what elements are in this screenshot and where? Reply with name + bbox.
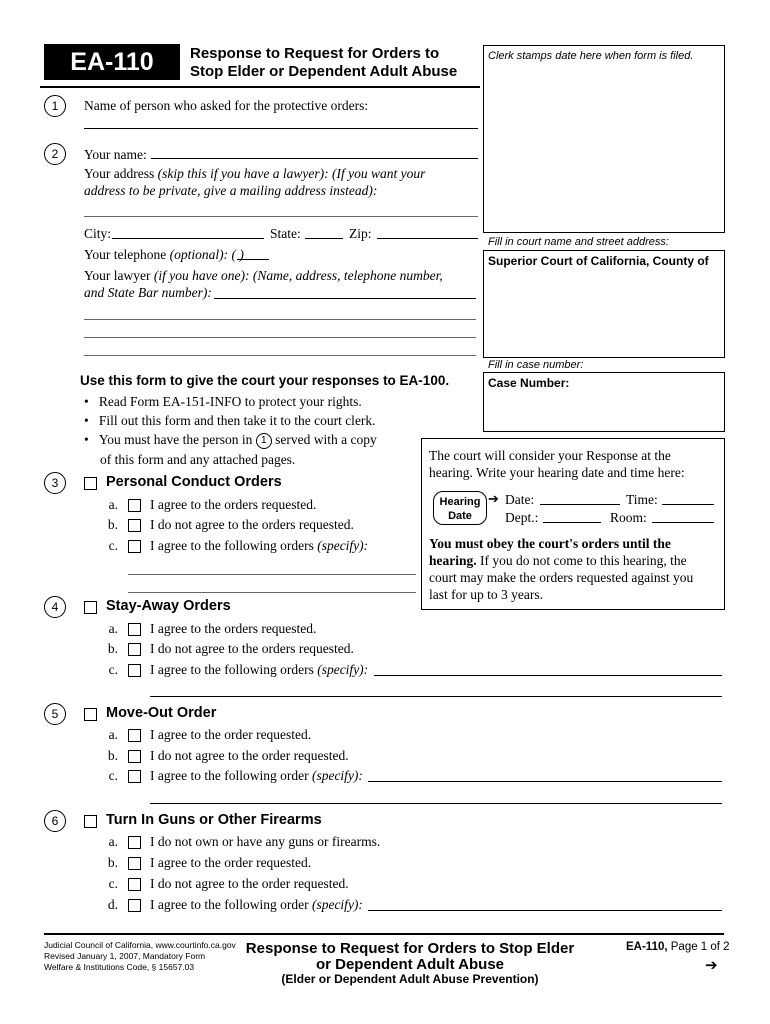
footer-title-2: or Dependent Adult Abuse: [315, 956, 505, 973]
telephone-text: Your telephone: [84, 247, 170, 262]
section-number-2: 2: [44, 143, 66, 165]
lawyer-text: Your lawyer: [84, 268, 154, 283]
instructions-bullet-3: • You must have the person in 1 served with a copy: [84, 432, 377, 447]
footer-form-id: EA-110,: [626, 941, 668, 953]
hearing-dept-field[interactable]: [543, 522, 601, 523]
hearing-warning-text: If you do not come to this hearing, the: [476, 553, 687, 568]
s4-specify-label: [150, 662, 368, 678]
your-address-hint: (skip this if you have a lawyer): (If you want your: [157, 166, 426, 181]
s3-specify-hint: (specify):: [317, 538, 369, 553]
petitioner-name-field[interactable]: [84, 128, 478, 129]
letter-b: b.: [107, 748, 118, 763]
hearing-dept-label: Dept.:: [505, 510, 539, 525]
stay-away-checkbox[interactable]: [84, 601, 97, 614]
bullet-3-text: You must have the person in: [98, 432, 253, 447]
section-number-1: 1: [44, 95, 66, 117]
letter-b: b.: [107, 641, 118, 656]
s6-specify-text: I agree to the following order: [150, 897, 312, 912]
s5-specify-label: [150, 768, 363, 784]
s4-specify-checkbox[interactable]: [128, 664, 141, 677]
footer-subtitle: (Elder or Dependent Adult Abuse Prevention): [281, 972, 539, 986]
hearing-intro-2: hearing. Write your hearing date and time here:: [429, 465, 685, 480]
state-field[interactable]: [305, 238, 343, 239]
badge-arrow-icon: ➔: [488, 491, 499, 506]
s4-disagree-label: I do not agree to the orders requested.: [150, 641, 354, 656]
petitioner-name-label: Name of person who asked for the protective orders:: [84, 98, 369, 113]
bullet-1-text: Read Form EA-151-INFO to protect your rights.: [98, 394, 362, 409]
move-out-checkbox[interactable]: [84, 708, 97, 721]
next-page-arrow-icon[interactable]: ➔: [705, 958, 718, 974]
s4-specify-text: I agree to the following orders: [150, 662, 318, 677]
section-number-4: 4: [44, 596, 66, 618]
s5-agree-checkbox[interactable]: [128, 729, 141, 742]
s6-disagree-label: I do not agree to the order requested.: [150, 876, 349, 891]
form-title-line2: Stop Elder or Dependent Adult Abuse: [190, 63, 458, 80]
hearing-date-field[interactable]: [540, 504, 620, 505]
lawyer-hint2: and State Bar number):: [84, 285, 212, 300]
hearing-warning-3: court may make the orders requested against you: [429, 570, 694, 585]
your-address-text: Your address: [84, 166, 158, 181]
lawyer-field-4[interactable]: [84, 355, 476, 356]
court-name-label: Superior Court of California, County of: [488, 254, 709, 268]
form-title-line1: Response to Request for Orders to: [190, 45, 440, 62]
your-name-label: Your name:: [84, 147, 147, 162]
footer-page: Page 1 of 2: [667, 941, 730, 953]
court-name-hint: Fill in court name and street address:: [488, 236, 669, 248]
stay-away-title: Stay-Away Orders: [106, 598, 231, 614]
footer-title-1: Response to Request for Orders to Stop Elder: [245, 940, 575, 957]
case-number-label: Case Number:: [488, 376, 570, 390]
hearing-room-field[interactable]: [652, 522, 714, 523]
hearing-warning-bold: hearing.: [429, 553, 477, 568]
lawyer-label: [84, 268, 443, 284]
s6-agree-label: I agree to the order requested.: [150, 855, 312, 870]
s6-specify-hint: (specify):: [311, 897, 363, 912]
s5-agree-label: I agree to the order requested.: [150, 727, 312, 742]
footer-page-info: [626, 941, 730, 953]
letter-a: a.: [108, 497, 118, 512]
s3-specify-text: I agree to the following orders: [150, 538, 318, 553]
s4-agree-label: I agree to the orders requested.: [150, 621, 317, 636]
footer-rule: [44, 933, 724, 935]
s3-specify-field-2[interactable]: [128, 592, 416, 593]
s6-specify-checkbox[interactable]: [128, 899, 141, 912]
letter-b: b.: [107, 517, 118, 532]
hearing-intro-1: The court will consider your Response at the: [429, 448, 671, 463]
inline-number-1: 1: [256, 433, 272, 449]
s6-no-guns-checkbox[interactable]: [128, 836, 141, 849]
clerk-stamp-label: Clerk stamps date here when form is filed.: [488, 50, 694, 62]
s5-specify-text: I agree to the following order: [150, 768, 312, 783]
letter-b: b.: [107, 855, 118, 870]
s6-no-guns-label: I do not own or have any guns or firearms.: [150, 834, 381, 849]
zip-label: Zip:: [349, 226, 372, 241]
s6-specify-field-1[interactable]: [368, 910, 722, 911]
s4-disagree-checkbox[interactable]: [128, 643, 141, 656]
letter-c: c.: [108, 538, 118, 553]
bullet-2-text: Fill out this form and then take it to the court clerk.: [98, 413, 376, 428]
s4-specify-field-2[interactable]: [150, 696, 722, 697]
s5-specify-field-1[interactable]: [368, 781, 722, 782]
move-out-title: Move-Out Order: [106, 705, 217, 721]
s3-specify-checkbox[interactable]: [128, 540, 141, 553]
s3-agree-label: I agree to the orders requested.: [150, 497, 317, 512]
zip-field[interactable]: [377, 238, 478, 239]
letter-a: a.: [108, 727, 118, 742]
instructions-bullet-2: • Fill out this form and then take it to the court clerk.: [84, 413, 376, 428]
s4-agree-checkbox[interactable]: [128, 623, 141, 636]
header-rule: [40, 86, 480, 88]
section-number-3: 3: [44, 472, 66, 494]
telephone-field[interactable]: [237, 259, 269, 260]
form-id-badge: EA-110: [44, 44, 180, 80]
s5-specify-field-2[interactable]: [150, 803, 722, 804]
footer-source-2: Revised January 1, 2007, Mandatory Form: [44, 951, 206, 961]
personal-conduct-checkbox[interactable]: [84, 477, 97, 490]
s3-disagree-checkbox[interactable]: [128, 519, 141, 532]
badge-line-2: Date: [448, 510, 472, 522]
hearing-date-badge: [433, 491, 487, 525]
hearing-warning-2: [429, 553, 687, 569]
s5-specify-hint: (specify):: [311, 768, 363, 783]
lawyer-hint: (if you have one): (Name, address, telephone number,: [153, 268, 443, 283]
section-number-6: 6: [44, 810, 66, 832]
your-address-label: [84, 166, 425, 182]
s3-specify-label: [150, 538, 368, 554]
city-label: City:: [84, 226, 112, 241]
s4-specify-field-1[interactable]: [374, 675, 722, 676]
s3-specify-field-1[interactable]: [128, 574, 416, 575]
letter-c: c.: [108, 876, 118, 891]
s5-disagree-checkbox[interactable]: [128, 750, 141, 763]
instructions-bullet-1: • Read Form EA-151-INFO to protect your rights.: [84, 394, 362, 409]
s3-disagree-label: I do not agree to the orders requested.: [150, 517, 354, 532]
hearing-date-label: Date:: [505, 492, 535, 507]
case-number-hint: Fill in case number:: [488, 359, 584, 371]
instructions-bullet-3-cont: of this form and any attached pages.: [100, 452, 296, 467]
city-field[interactable]: [112, 238, 264, 239]
s6-disagree-checkbox[interactable]: [128, 878, 141, 891]
footer-source-3: Welfare & Institutions Code, § 15657.03: [44, 962, 195, 972]
personal-conduct-title: Personal Conduct Orders: [106, 474, 282, 490]
letter-a: a.: [108, 621, 118, 636]
clerk-stamp-box[interactable]: [483, 45, 725, 233]
bullet-3-text-b: served with a copy: [275, 432, 377, 447]
your-address-field[interactable]: [84, 216, 478, 217]
letter-a: a.: [108, 834, 118, 849]
footer-source-1: Judicial Council of California, www.courtinfo.ca.gov: [44, 940, 236, 950]
hearing-warning-4: last for up to 3 years.: [429, 587, 543, 602]
letter-c: c.: [108, 662, 118, 677]
hearing-room-label: Room:: [610, 510, 647, 525]
lawyer-field-1[interactable]: [214, 298, 476, 299]
telephone-hint: (optional): ( ): [169, 247, 244, 262]
letter-d: d.: [107, 897, 118, 912]
firearms-title: Turn In Guns or Other Firearms: [106, 812, 322, 828]
s5-disagree-label: I do not agree to the order requested.: [150, 748, 349, 763]
badge-line-1: Hearing: [439, 496, 481, 508]
hearing-time-label: Time:: [626, 492, 658, 507]
hearing-warning-1: You must obey the court's orders until the: [429, 536, 671, 551]
your-address-hint2: address to be private, give a mailing address instead):: [84, 183, 378, 198]
letter-c: c.: [108, 768, 118, 783]
s5-specify-checkbox[interactable]: [128, 770, 141, 783]
your-name-field[interactable]: [151, 158, 478, 159]
lawyer-field-3[interactable]: [84, 337, 476, 338]
s6-specify-label: [150, 897, 363, 913]
lawyer-field-2[interactable]: [84, 319, 476, 320]
telephone-label: [84, 247, 244, 263]
s6-agree-checkbox[interactable]: [128, 857, 141, 870]
hearing-time-field[interactable]: [662, 504, 714, 505]
instructions-heading: Use this form to give the court your responses to EA-100.: [80, 373, 450, 388]
s4-specify-hint: (specify):: [317, 662, 369, 677]
firearms-checkbox[interactable]: [84, 815, 97, 828]
s3-agree-checkbox[interactable]: [128, 499, 141, 512]
section-number-5: 5: [44, 703, 66, 725]
state-label: State:: [270, 226, 301, 241]
